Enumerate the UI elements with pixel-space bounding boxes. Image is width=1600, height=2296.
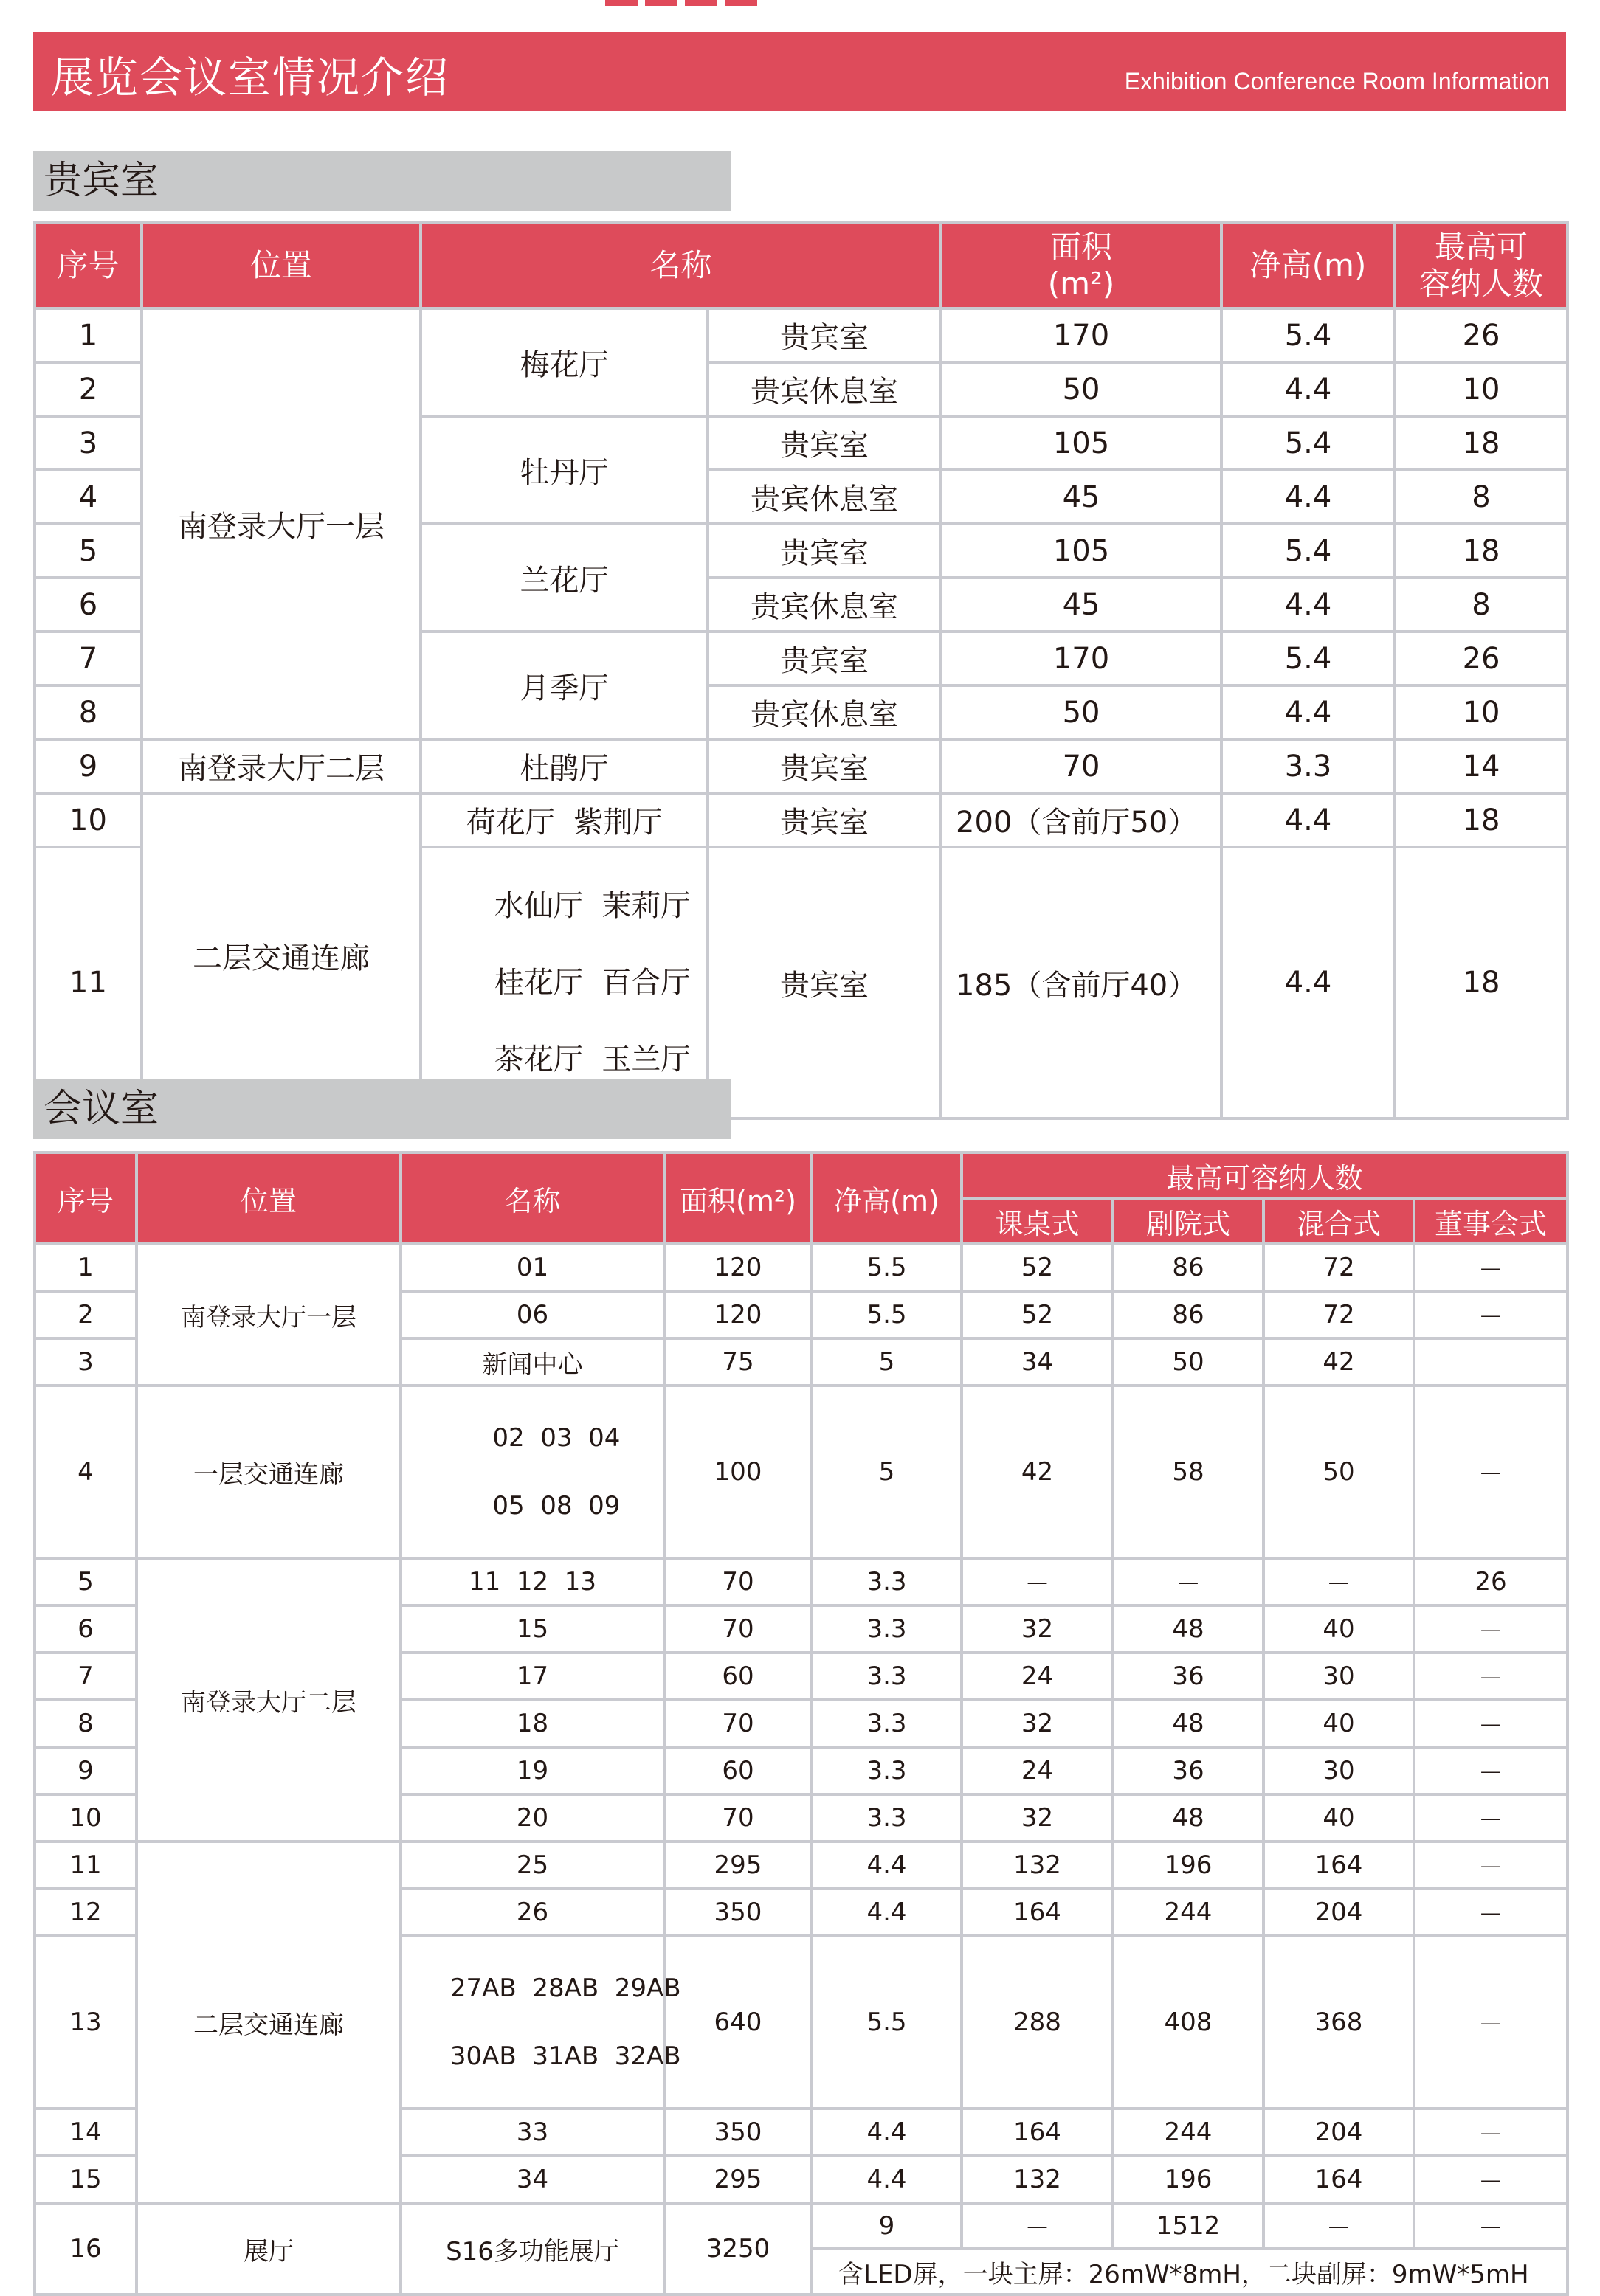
cell-mixed: －: [1263, 2203, 1414, 2249]
cell-height: 4.4: [1221, 793, 1395, 847]
cell-area: 120: [664, 1244, 812, 1291]
cell-name: 20: [401, 1794, 664, 1842]
cell-capacity: 10: [1395, 362, 1568, 416]
cell-hall: 牡丹厅: [421, 416, 708, 524]
cell-mixed: 204: [1263, 2109, 1414, 2156]
cell-capacity: 14: [1395, 739, 1568, 793]
cell-board: －: [1414, 2109, 1568, 2156]
page-subtitle-en: Exhibition Conference Room Information: [1124, 68, 1550, 94]
cell-mixed: 40: [1263, 1794, 1414, 1842]
cell-no: 4: [35, 1386, 137, 1558]
cell-no: 9: [35, 739, 142, 793]
cell-hall: 杜鹃厅: [421, 739, 708, 793]
cell-height: 5.4: [1221, 416, 1395, 470]
cell-board: －: [1414, 1794, 1568, 1842]
header-capacity: [1395, 223, 1568, 308]
cell-name: [401, 1936, 681, 2109]
table-header-row: [35, 223, 1568, 308]
table-row: [35, 2203, 1568, 2249]
cell-type: 贵宾休息室: [708, 470, 941, 524]
header-theater: 剧院式: [1113, 1198, 1263, 1244]
cell-classroom: 32: [962, 1700, 1113, 1747]
cell-height: 5: [812, 1338, 962, 1386]
cell-height: 4.4: [1221, 847, 1395, 1118]
meeting-room-table: [33, 1151, 1569, 2296]
cell-theater: 48: [1113, 1794, 1263, 1842]
cell-name: 06: [401, 1291, 664, 1338]
cell-mixed: 30: [1263, 1653, 1414, 1700]
cell-height: 3.3: [812, 1653, 962, 1700]
header-height: 净高(m): [1221, 223, 1395, 308]
cell-theater: 86: [1113, 1244, 1263, 1291]
cell-theater: 408: [1113, 1936, 1263, 2109]
cell-height: 4.4: [812, 1889, 962, 1936]
cell-hall: 梅花厅: [421, 308, 708, 416]
cell-area: 70: [941, 739, 1221, 793]
cell-location: 展厅: [137, 2203, 401, 2295]
cell-classroom: 32: [962, 1605, 1113, 1653]
cell-location: 南登录大厅二层: [142, 739, 421, 793]
cell-capacity: 10: [1395, 685, 1568, 739]
cell-area: 50: [941, 685, 1221, 739]
cell-hall: 兰花厅: [421, 524, 708, 632]
cell-area: 170: [941, 308, 1221, 362]
header-location: 位置: [142, 223, 421, 308]
name-line: 27AB 28AB 29AB: [449, 1974, 681, 2003]
cell-no: 6: [35, 1605, 137, 1653]
cell-mixed: 164: [1263, 1842, 1414, 1889]
header-board: 董事会式: [1414, 1198, 1568, 1244]
cell-mixed: 164: [1263, 2156, 1414, 2203]
cell-name: 15: [401, 1605, 664, 1653]
cell-area: 75: [664, 1338, 812, 1386]
cell-hall: 月季厅: [421, 632, 708, 739]
cell-classroom: 34: [962, 1338, 1113, 1386]
cell-no: 11: [35, 847, 142, 1118]
cell-classroom: 42: [962, 1386, 1113, 1558]
cell-no: 9: [35, 1747, 137, 1794]
cell-area: 350: [664, 2109, 812, 2156]
cell-type: 贵宾休息室: [708, 685, 941, 739]
cell-classroom: －: [962, 1558, 1113, 1605]
cell-name: 34: [401, 2156, 664, 2203]
cell-board: [1414, 1338, 1568, 1386]
cell-no: 14: [35, 2109, 137, 2156]
cell-type: 贵宾室: [708, 308, 941, 362]
cell-mixed: 72: [1263, 1244, 1414, 1291]
cell-theater: 48: [1113, 1605, 1263, 1653]
cell-height: 5.4: [1221, 308, 1395, 362]
cell-height: 4.4: [1221, 362, 1395, 416]
cell-type: 贵宾休息室: [708, 578, 941, 632]
cell-theater: 48: [1113, 1700, 1263, 1747]
cell-theater: 244: [1113, 1889, 1263, 1936]
cell-area: 50: [941, 362, 1221, 416]
cell-name: 01: [401, 1244, 664, 1291]
cell-name: 25: [401, 1842, 664, 1889]
cell-area: 105: [941, 416, 1221, 470]
cell-theater: 244: [1113, 2109, 1263, 2156]
cell-board: －: [1414, 1244, 1568, 1291]
cell-height: 4.4: [1221, 578, 1395, 632]
red-block: [725, 0, 757, 6]
cell-no: 11: [35, 1842, 137, 1889]
cell-no: 6: [35, 578, 142, 632]
cell-board: －: [1414, 1842, 1568, 1889]
cell-area: 640: [664, 1936, 812, 2109]
cell-classroom: 164: [962, 1889, 1113, 1936]
cell-height: 4.4: [1221, 685, 1395, 739]
cell-hall: [421, 847, 708, 1118]
cell-height: 4.4: [812, 1842, 962, 1889]
header-location: 位置: [137, 1152, 401, 1244]
cell-board: －: [1414, 1386, 1568, 1558]
hall-line: 桂花厅 百合厅: [494, 966, 691, 1000]
cell-classroom: 132: [962, 1842, 1113, 1889]
table-row: [35, 1386, 1568, 1558]
table-row: [35, 739, 1568, 793]
cell-capacity: 18: [1395, 416, 1568, 470]
cell-height: 3.3: [812, 1700, 962, 1747]
header-height: 净高(m): [812, 1152, 962, 1244]
cell-name: [401, 1386, 664, 1558]
header-no: 序号: [35, 223, 142, 308]
table-row: [35, 1842, 1568, 1889]
cell-capacity: 8: [1395, 578, 1568, 632]
cell-board: 26: [1414, 1558, 1568, 1605]
header-area-label: 面积: [1050, 228, 1113, 265]
cell-height: 4.4: [812, 2109, 962, 2156]
cell-type: 贵宾室: [708, 739, 941, 793]
cell-no: 8: [35, 1700, 137, 1747]
cell-no: 10: [35, 1794, 137, 1842]
cell-theater: 1512: [1113, 2203, 1263, 2249]
cell-no: 10: [35, 793, 142, 847]
cell-height: 3.3: [812, 1558, 962, 1605]
title-banner: [33, 32, 1566, 111]
cell-name: 26: [401, 1889, 664, 1936]
cell-location: 南登录大厅一层: [137, 1244, 401, 1386]
header-mixed: 混合式: [1263, 1198, 1414, 1244]
cell-type: 贵宾室: [708, 416, 941, 470]
cell-no: 8: [35, 685, 142, 739]
cell-type: 贵宾室: [708, 793, 941, 847]
cell-type: 贵宾室: [708, 524, 941, 578]
cell-no: 5: [35, 1558, 137, 1605]
cell-no: 3: [35, 416, 142, 470]
red-block: [605, 0, 638, 6]
red-block: [685, 0, 717, 6]
cell-height: 3.3: [812, 1747, 962, 1794]
header-name: 名称: [421, 223, 941, 308]
cell-classroom: －: [962, 2203, 1113, 2249]
cell-area: 100: [664, 1386, 812, 1558]
cell-height: 4.4: [812, 2156, 962, 2203]
cell-no: 2: [35, 1291, 137, 1338]
cell-no: 5: [35, 524, 142, 578]
cell-board: －: [1414, 2156, 1568, 2203]
cell-height: 5.4: [1221, 632, 1395, 685]
cell-board: －: [1414, 1889, 1568, 1936]
hall-line: 水仙厅 茉莉厅: [494, 889, 691, 923]
table-row: [35, 793, 1568, 847]
cell-location: 南登录大厅一层: [142, 308, 421, 739]
table-header-row: [35, 1152, 1568, 1198]
cell-mixed: 40: [1263, 1700, 1414, 1747]
cell-board: －: [1414, 1747, 1568, 1794]
header-area-unit: (m²): [1047, 266, 1115, 302]
header-no: 序号: [35, 1152, 137, 1244]
cell-location: 南登录大厅二层: [137, 1558, 401, 1842]
vip-room-table: [33, 221, 1569, 1120]
cell-theater: 86: [1113, 1291, 1263, 1338]
name-line: 05 08 09: [492, 1491, 621, 1521]
cell-no: 7: [35, 632, 142, 685]
cell-mixed: 30: [1263, 1747, 1414, 1794]
cell-area: 70: [664, 1794, 812, 1842]
cell-board: －: [1414, 2203, 1568, 2249]
cell-no: 13: [35, 1936, 137, 2109]
cell-height: 5: [812, 1386, 962, 1558]
cell-area: 200（含前厅50）: [941, 793, 1221, 847]
cell-height: 3.3: [812, 1794, 962, 1842]
cell-classroom: 164: [962, 2109, 1113, 2156]
cell-no: 1: [35, 1244, 137, 1291]
cell-no: 16: [35, 2203, 137, 2295]
cell-mixed: －: [1263, 1558, 1414, 1605]
cell-board: －: [1414, 1936, 1568, 2109]
section-title-vip: 贵宾室: [33, 151, 731, 211]
cell-theater: 196: [1113, 1842, 1263, 1889]
cell-capacity: 26: [1395, 308, 1568, 362]
cell-theater: 36: [1113, 1747, 1263, 1794]
cell-height: 3.3: [812, 1605, 962, 1653]
cell-board: －: [1414, 1653, 1568, 1700]
cell-name: 18: [401, 1700, 664, 1747]
top-decoration: [605, 0, 757, 6]
name-line: 02 03 04: [492, 1423, 621, 1453]
cell-name: 33: [401, 2109, 664, 2156]
cell-classroom: 32: [962, 1794, 1113, 1842]
cell-area: 185（含前厅40）: [941, 847, 1221, 1118]
page-title: 展览会议室情况介绍: [51, 52, 450, 103]
cell-mixed: 368: [1263, 1936, 1414, 2109]
cell-area: 70: [664, 1605, 812, 1653]
header-capacity-line2: 容纳人数: [1419, 266, 1544, 302]
header-capacity: 最高可容纳人数: [962, 1152, 1568, 1198]
cell-mixed: 72: [1263, 1291, 1414, 1338]
cell-area: 45: [941, 470, 1221, 524]
header-name: 名称: [401, 1152, 664, 1244]
cell-name: 11 12 13: [401, 1558, 664, 1605]
cell-mixed: 40: [1263, 1605, 1414, 1653]
cell-area: 170: [941, 632, 1221, 685]
cell-no: 15: [35, 2156, 137, 2203]
cell-height: 3.3: [1221, 739, 1395, 793]
table-row: [35, 1558, 1568, 1605]
cell-classroom: 52: [962, 1244, 1113, 1291]
cell-height: 5.4: [1221, 524, 1395, 578]
cell-area: 45: [941, 578, 1221, 632]
cell-height: 5.5: [812, 1291, 962, 1338]
cell-capacity: 8: [1395, 470, 1568, 524]
name-line: 30AB 31AB 32AB: [449, 2041, 681, 2071]
cell-area: 295: [664, 2156, 812, 2203]
cell-name: 17: [401, 1653, 664, 1700]
cell-classroom: 52: [962, 1291, 1113, 1338]
cell-classroom: 24: [962, 1653, 1113, 1700]
cell-capacity: 18: [1395, 793, 1568, 847]
cell-area: 60: [664, 1653, 812, 1700]
cell-board: －: [1414, 1605, 1568, 1653]
cell-name: 新闻中心: [401, 1338, 664, 1386]
red-block: [645, 0, 677, 6]
cell-no: 1: [35, 308, 142, 362]
cell-name: S16多功能展厅: [401, 2203, 664, 2295]
cell-board: －: [1414, 1291, 1568, 1338]
cell-area: 350: [664, 1889, 812, 1936]
cell-height: 9: [812, 2203, 962, 2249]
cell-area: 60: [664, 1747, 812, 1794]
cell-area: 70: [664, 1558, 812, 1605]
cell-area: 105: [941, 524, 1221, 578]
cell-board: －: [1414, 1700, 1568, 1747]
table-row: [35, 1244, 1568, 1291]
cell-area: 295: [664, 1842, 812, 1889]
cell-classroom: 132: [962, 2156, 1113, 2203]
cell-capacity: 18: [1395, 847, 1568, 1118]
cell-classroom: 288: [962, 1936, 1113, 2109]
cell-no: 4: [35, 470, 142, 524]
header-capacity-line1: 最高可: [1435, 228, 1528, 265]
section-title-meeting: 会议室: [33, 1079, 731, 1139]
cell-type: 贵宾室: [708, 632, 941, 685]
cell-location: 二层交通连廊: [142, 793, 421, 1118]
cell-height: 5.5: [812, 1244, 962, 1291]
cell-capacity: 18: [1395, 524, 1568, 578]
cell-theater: －: [1113, 1558, 1263, 1605]
cell-type: 贵宾休息室: [708, 362, 941, 416]
header-area: 面积(m²): [664, 1152, 812, 1244]
header-classroom: 课桌式: [962, 1198, 1113, 1244]
header-area: [941, 223, 1221, 308]
cell-no: 12: [35, 1889, 137, 1936]
cell-height: 5.5: [812, 1936, 962, 2109]
cell-no: 7: [35, 1653, 137, 1700]
cell-area: 120: [664, 1291, 812, 1338]
cell-name: 19: [401, 1747, 664, 1794]
cell-mixed: 42: [1263, 1338, 1414, 1386]
cell-area: 3250: [664, 2203, 812, 2295]
cell-no: 2: [35, 362, 142, 416]
cell-classroom: 24: [962, 1747, 1113, 1794]
cell-type: 贵宾室: [708, 847, 941, 1118]
led-screen-note: 含LED屏，一块主屏：26mW*8mH，二块副屏：9mW*5mH: [812, 2249, 1568, 2295]
table-row: [35, 308, 1568, 362]
hall-line: 茶花厅 玉兰厅: [494, 1042, 691, 1076]
cell-height: 4.4: [1221, 470, 1395, 524]
cell-theater: 50: [1113, 1338, 1263, 1386]
cell-area: 70: [664, 1700, 812, 1747]
cell-no: 3: [35, 1338, 137, 1386]
cell-theater: 196: [1113, 2156, 1263, 2203]
cell-mixed: 204: [1263, 1889, 1414, 1936]
cell-location: 一层交通连廊: [137, 1386, 401, 1558]
cell-location: 二层交通连廊: [137, 1842, 401, 2203]
cell-hall: 荷花厅 紫荆厅: [421, 793, 708, 847]
cell-mixed: 50: [1263, 1386, 1414, 1558]
cell-theater: 58: [1113, 1386, 1263, 1558]
cell-theater: 36: [1113, 1653, 1263, 1700]
cell-capacity: 26: [1395, 632, 1568, 685]
